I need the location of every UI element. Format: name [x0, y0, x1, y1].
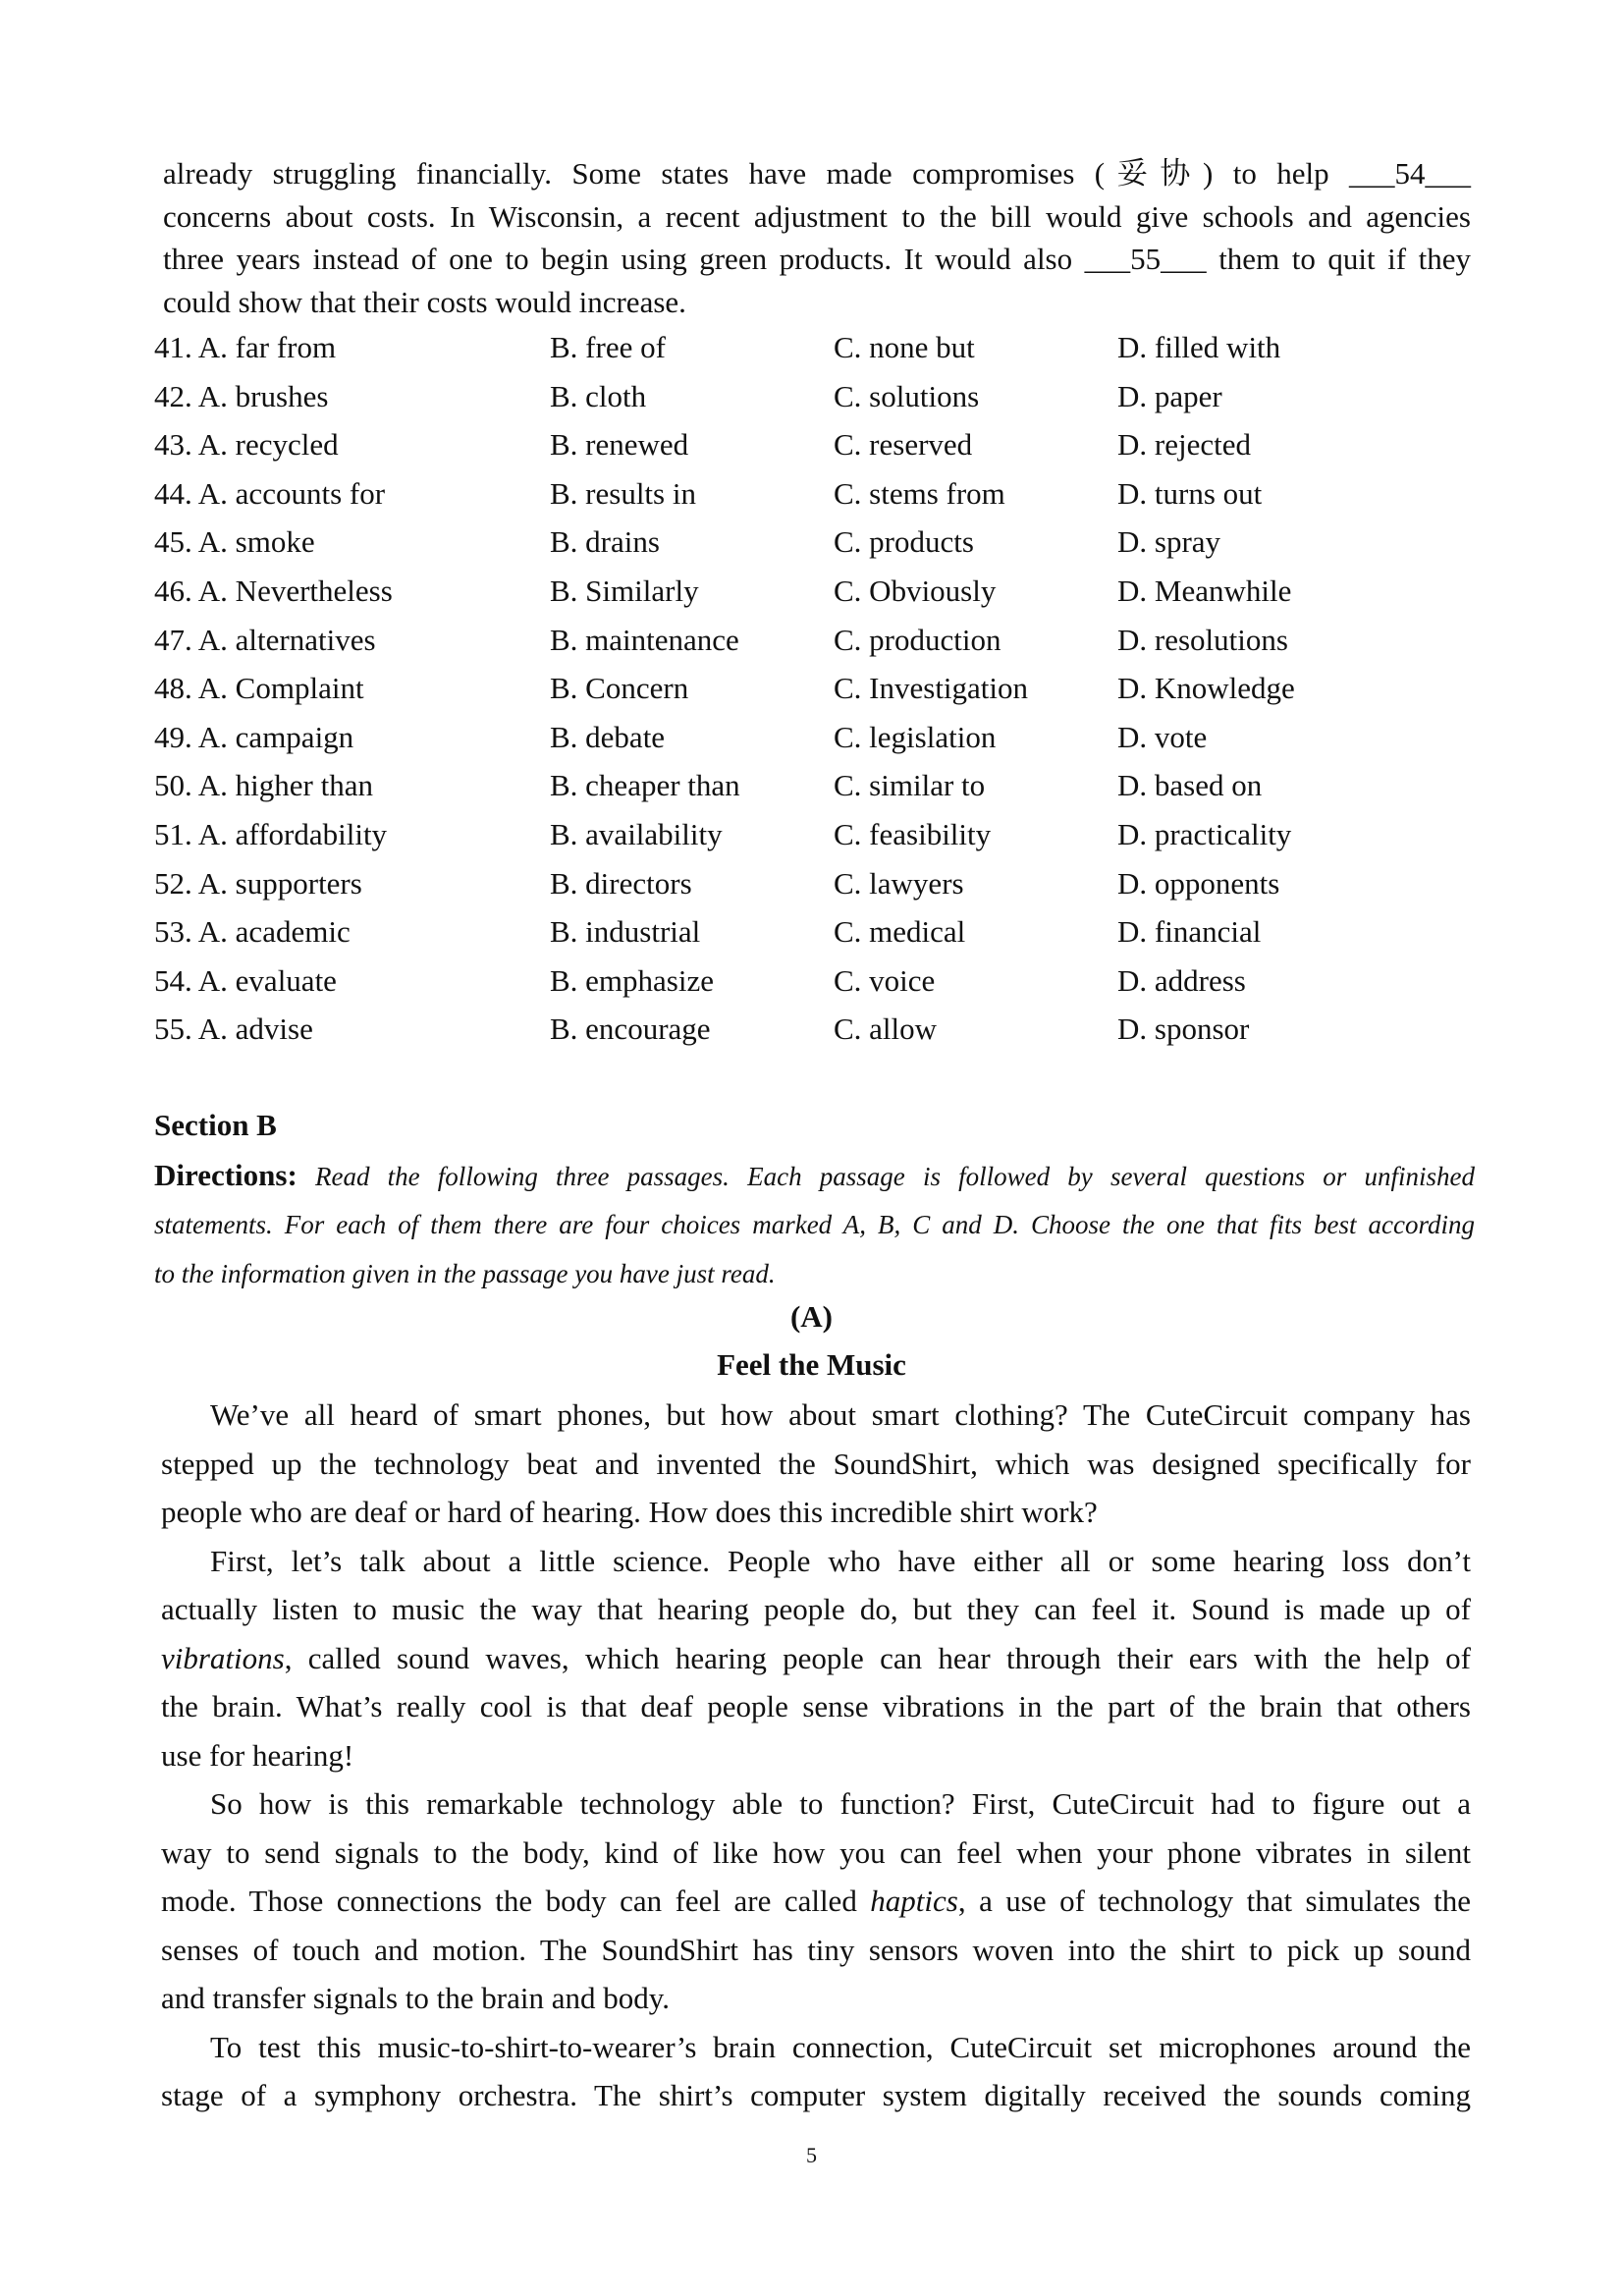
- directions-text: Read the following three passages. Each passage is followed by several questions or unfinished: [314, 1162, 1475, 1191]
- option-row: [154, 572, 1470, 621]
- option-c: C. production: [834, 622, 1001, 657]
- paragraph-line: We’ve all heard of smart phones, but how about smart clothing? The CuteCircuit company has: [210, 1397, 1471, 1432]
- option-b: B. debate: [550, 719, 666, 754]
- option-d: D. Meanwhile: [1117, 573, 1292, 608]
- passage-body: [161, 1391, 1471, 2120]
- option-b: B. directors: [550, 865, 692, 901]
- option-row: [154, 912, 1470, 961]
- line-text: mode. Those connections the body can feel are called: [161, 1884, 871, 1918]
- paragraph-line: people who are deaf or hard of hearing. How does this incredible shirt work?: [161, 1495, 1098, 1529]
- intro-line: concerns about costs. In Wisconsin, a recent adjustment to the bill would give schools and agencies: [163, 198, 1471, 234]
- option-row: [154, 864, 1470, 913]
- option-a: 43. A. recycled: [154, 427, 339, 463]
- option-b: B. results in: [550, 475, 696, 511]
- paragraph-line: stage of a symphony orchestra. The shirt’s computer system digitally received the sounds coming: [161, 2078, 1471, 2112]
- option-a: 52. A. supporters: [154, 865, 362, 901]
- option-a: 48. A. Complaint: [154, 671, 364, 706]
- option-d: D. rejected: [1117, 427, 1251, 463]
- option-c: C. stems from: [834, 475, 1005, 511]
- option-a: 46. A. Nevertheless: [154, 573, 393, 608]
- option-row: [154, 522, 1470, 572]
- option-c: C. Obviously: [834, 573, 997, 608]
- option-a: 47. A. alternatives: [154, 622, 376, 657]
- paragraph-line: and transfer signals to the brain and body.: [161, 1981, 670, 2015]
- paragraph-line: [161, 1634, 1471, 1683]
- option-d: D. vote: [1117, 719, 1208, 754]
- option-row: [154, 474, 1470, 523]
- paragraph-line: way to send signals to the body, kind of like how you can feel when your phone vibrates in silent: [161, 1834, 1471, 1870]
- option-d: D. filled with: [1117, 330, 1281, 364]
- option-d: D. Knowledge: [1117, 671, 1295, 706]
- directions-text: statements. For each of them there are four choices marked A, B, C and D. Choose the one that fits best according: [154, 1210, 1475, 1240]
- italic-term: haptics: [870, 1884, 958, 1918]
- directions-text: to the information given in the passage you have just read.: [154, 1258, 776, 1288]
- option-a: 55. A. advise: [154, 1011, 313, 1047]
- option-b: B. renewed: [550, 427, 689, 463]
- option-a: 49. A. campaign: [154, 719, 354, 754]
- option-d: D. paper: [1117, 378, 1222, 413]
- paragraph-line: First, let’s talk about a little science. People who have either all or some hearing loss don’t: [210, 1543, 1471, 1578]
- option-a: 45. A. smoke: [154, 524, 315, 560]
- option-d: D. turns out: [1117, 475, 1263, 511]
- option-row: [154, 961, 1470, 1011]
- option-a: 54. A. evaluate: [154, 962, 337, 998]
- option-d: D. financial: [1117, 914, 1262, 950]
- option-row: [154, 1010, 1470, 1059]
- option-c: C. medical: [834, 914, 966, 950]
- paragraph-line: the brain. What’s really cool is that deaf people sense vibrations in the part of the brain that others: [161, 1689, 1471, 1723]
- option-b: B. free of: [550, 330, 666, 364]
- intro-paragraph: [163, 152, 1471, 323]
- intro-line: three years instead of one to begin using green products. It would also ___55___ them to quit if they: [163, 242, 1471, 276]
- option-a: 41. A. far from: [154, 330, 337, 364]
- option-b: B. cloth: [550, 378, 647, 413]
- option-row: [154, 766, 1470, 815]
- option-b: B. encourage: [550, 1011, 711, 1047]
- intro-line: could show that their costs would increase.: [163, 284, 686, 319]
- option-c: C. legislation: [834, 719, 997, 754]
- option-b: B. maintenance: [550, 622, 739, 657]
- option-b: B. emphasize: [550, 962, 715, 998]
- option-a: 51. A. affordability: [154, 816, 388, 851]
- page-number: 5: [806, 2143, 817, 2167]
- option-a: 42. A. brushes: [154, 378, 329, 413]
- option-c: C. none but: [834, 330, 975, 364]
- option-c: C. Investigation: [834, 671, 1029, 706]
- answer-options-table: [154, 328, 1470, 1059]
- option-row: [154, 669, 1470, 718]
- option-d: D. opponents: [1117, 865, 1280, 901]
- option-row: [154, 718, 1470, 767]
- directions: [154, 1151, 1475, 1298]
- option-b: B. availability: [550, 816, 723, 851]
- option-d: D. resolutions: [1117, 622, 1288, 657]
- option-d: D. practicality: [1117, 816, 1292, 851]
- option-a: 50. A. higher than: [154, 768, 373, 803]
- option-c: C. voice: [834, 962, 936, 998]
- paragraph-line: use for hearing!: [161, 1737, 354, 1773]
- option-row: [154, 425, 1470, 474]
- option-d: D. address: [1117, 962, 1246, 998]
- paragraph-line: stepped up the technology beat and invented the SoundShirt, which was designed specifically for: [161, 1446, 1471, 1481]
- option-a: 53. A. academic: [154, 914, 351, 950]
- line-text: , called sound waves, which hearing people can hear through their ears with the help of: [284, 1640, 1471, 1675]
- option-c: C. solutions: [834, 378, 980, 413]
- intro-line: already struggling financially. Some states have made compromises (妥协) to help ___54___: [163, 156, 1471, 191]
- line-text: , a use of technology that simulates the: [957, 1884, 1471, 1918]
- option-b: B. cheaper than: [550, 768, 740, 803]
- option-row: [154, 621, 1470, 670]
- directions-label: Directions:: [154, 1158, 298, 1192]
- option-c: C. similar to: [834, 768, 986, 803]
- option-row: [154, 377, 1470, 426]
- option-c: C. reserved: [834, 427, 973, 463]
- passage-title: Feel the Music: [717, 1347, 906, 1382]
- option-d: D. spray: [1117, 524, 1221, 560]
- passage-label: (A): [789, 1299, 834, 1334]
- paragraph-line: [161, 1877, 1471, 1926]
- option-b: B. industrial: [550, 914, 701, 950]
- option-d: D. sponsor: [1117, 1011, 1250, 1047]
- option-b: B. Concern: [550, 671, 689, 706]
- option-c: C. lawyers: [834, 865, 964, 901]
- option-d: D. based on: [1117, 768, 1263, 803]
- option-c: C. products: [834, 524, 974, 560]
- section-heading: Section B: [154, 1108, 277, 1142]
- italic-term: vibrations: [161, 1640, 285, 1675]
- option-c: C. feasibility: [834, 816, 992, 851]
- paragraph-line: To test this music-to-shirt-to-wearer’s brain connection, CuteCircuit set microphones around the: [210, 2029, 1471, 2064]
- paragraph-line: So how is this remarkable technology able to function? First, CuteCircuit had to figure out a: [210, 1786, 1471, 1821]
- option-c: C. allow: [834, 1011, 938, 1047]
- option-row: [154, 815, 1470, 864]
- paragraph-line: senses of touch and motion. The SoundShirt has tiny sensors woven into the shirt to pick up sound: [161, 1932, 1471, 1967]
- option-b: B. Similarly: [550, 573, 699, 608]
- option-row: [154, 328, 1470, 377]
- option-a: 44. A. accounts for: [154, 475, 386, 511]
- option-b: B. drains: [550, 524, 660, 560]
- paragraph-line: actually listen to music the way that hearing people do, but they can feel it. Sound is made up of: [161, 1592, 1471, 1626]
